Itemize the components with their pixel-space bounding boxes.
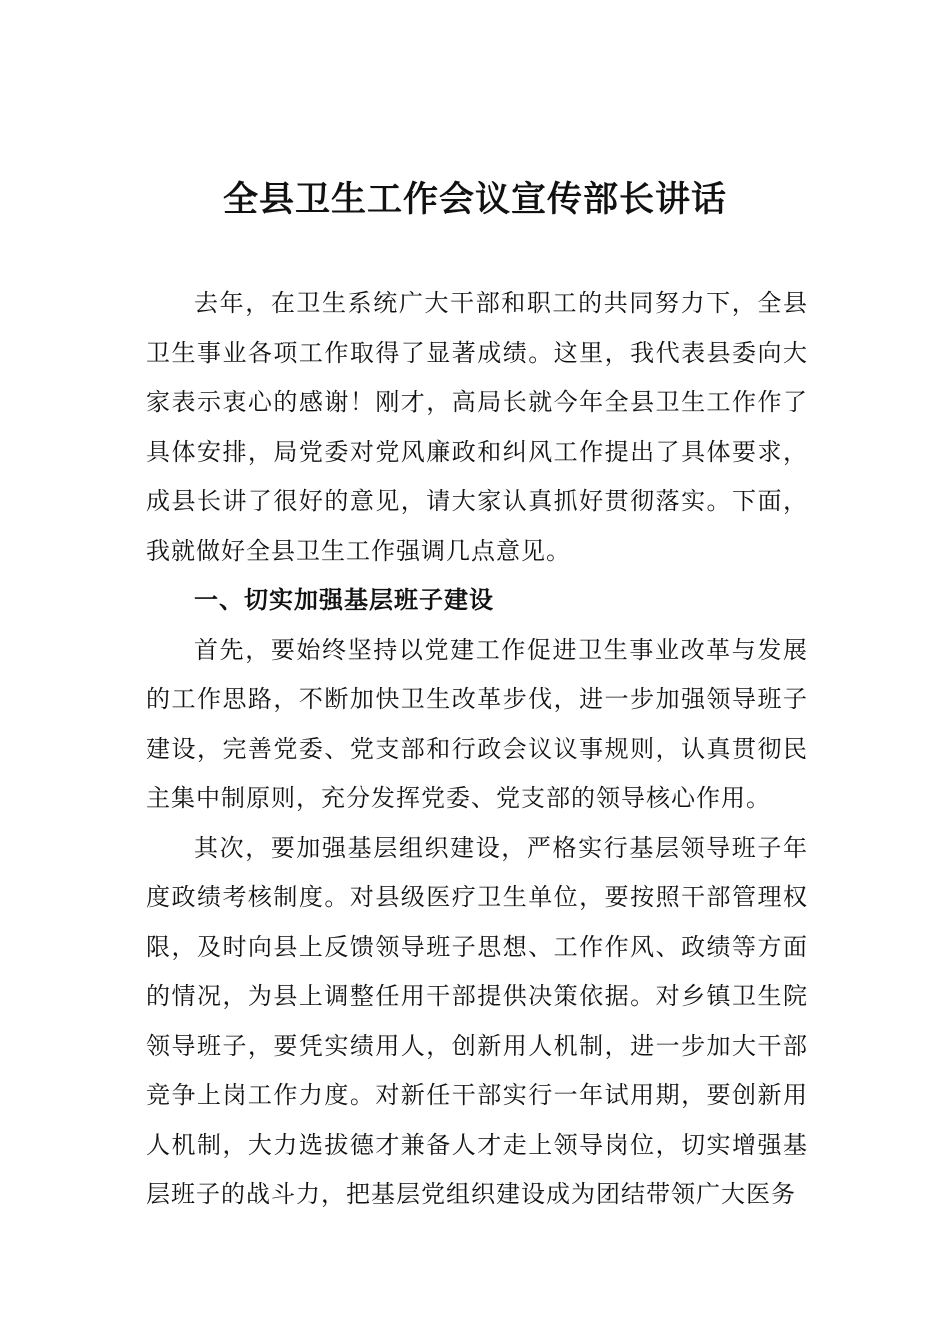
section-1-paragraph-1: 首先，要始终坚持以党建工作促进卫生事业改革与发展的工作思路，不断加快卫生改革步伐，进一步加强领导班子建设，完善党委、党支部和行政会议议事规则，认真贯彻民主集中制原则，充分发挥党委、党支部的领导核心作用。 bbox=[146, 635, 808, 812]
section-1-paragraph-2: 其次，要加强基层组织建设，严格实行基层领导班子年度政绩考核制度。对县级医疗卫生单位，要按照干部管理权限，及时向县上反馈领导班子思想、工作作风、政绩等方面的情况，为县上调整任用干部提供决策依据。对乡镇卫生院领导班子，要凭实绩用人，创新用人机制，进一步加大干部竞争上岗工作力度。对新任干部实行一年试用期，要创新用人机制，大力选拔德才兼备人才走上领导岗位，切实增强基层班子的战斗力，把基层党组织建设成为团结带领广大医务 bbox=[146, 833, 808, 1208]
section-heading-1: 一、切实加强基层班子建设 bbox=[194, 586, 494, 614]
intro-paragraph: 去年，在卫生系统广大干部和职工的共同努力下，全县卫生事业各项工作取得了显著成绩。这里，我代表县委向大家表示衷心的感谢！刚才，高局长就今年全县卫生工作作了具体安排，局党委对党风廉政和纠风工作提出了具体要求，成县长讲了很好的意见，请大家认真抓好贯彻落实。下面，我就做好全县卫生工作强调几点意见。 bbox=[146, 289, 808, 565]
document-body bbox=[146, 279, 808, 1220]
document-title: 全县卫生工作会议宣传部长讲话 bbox=[222, 180, 727, 220]
